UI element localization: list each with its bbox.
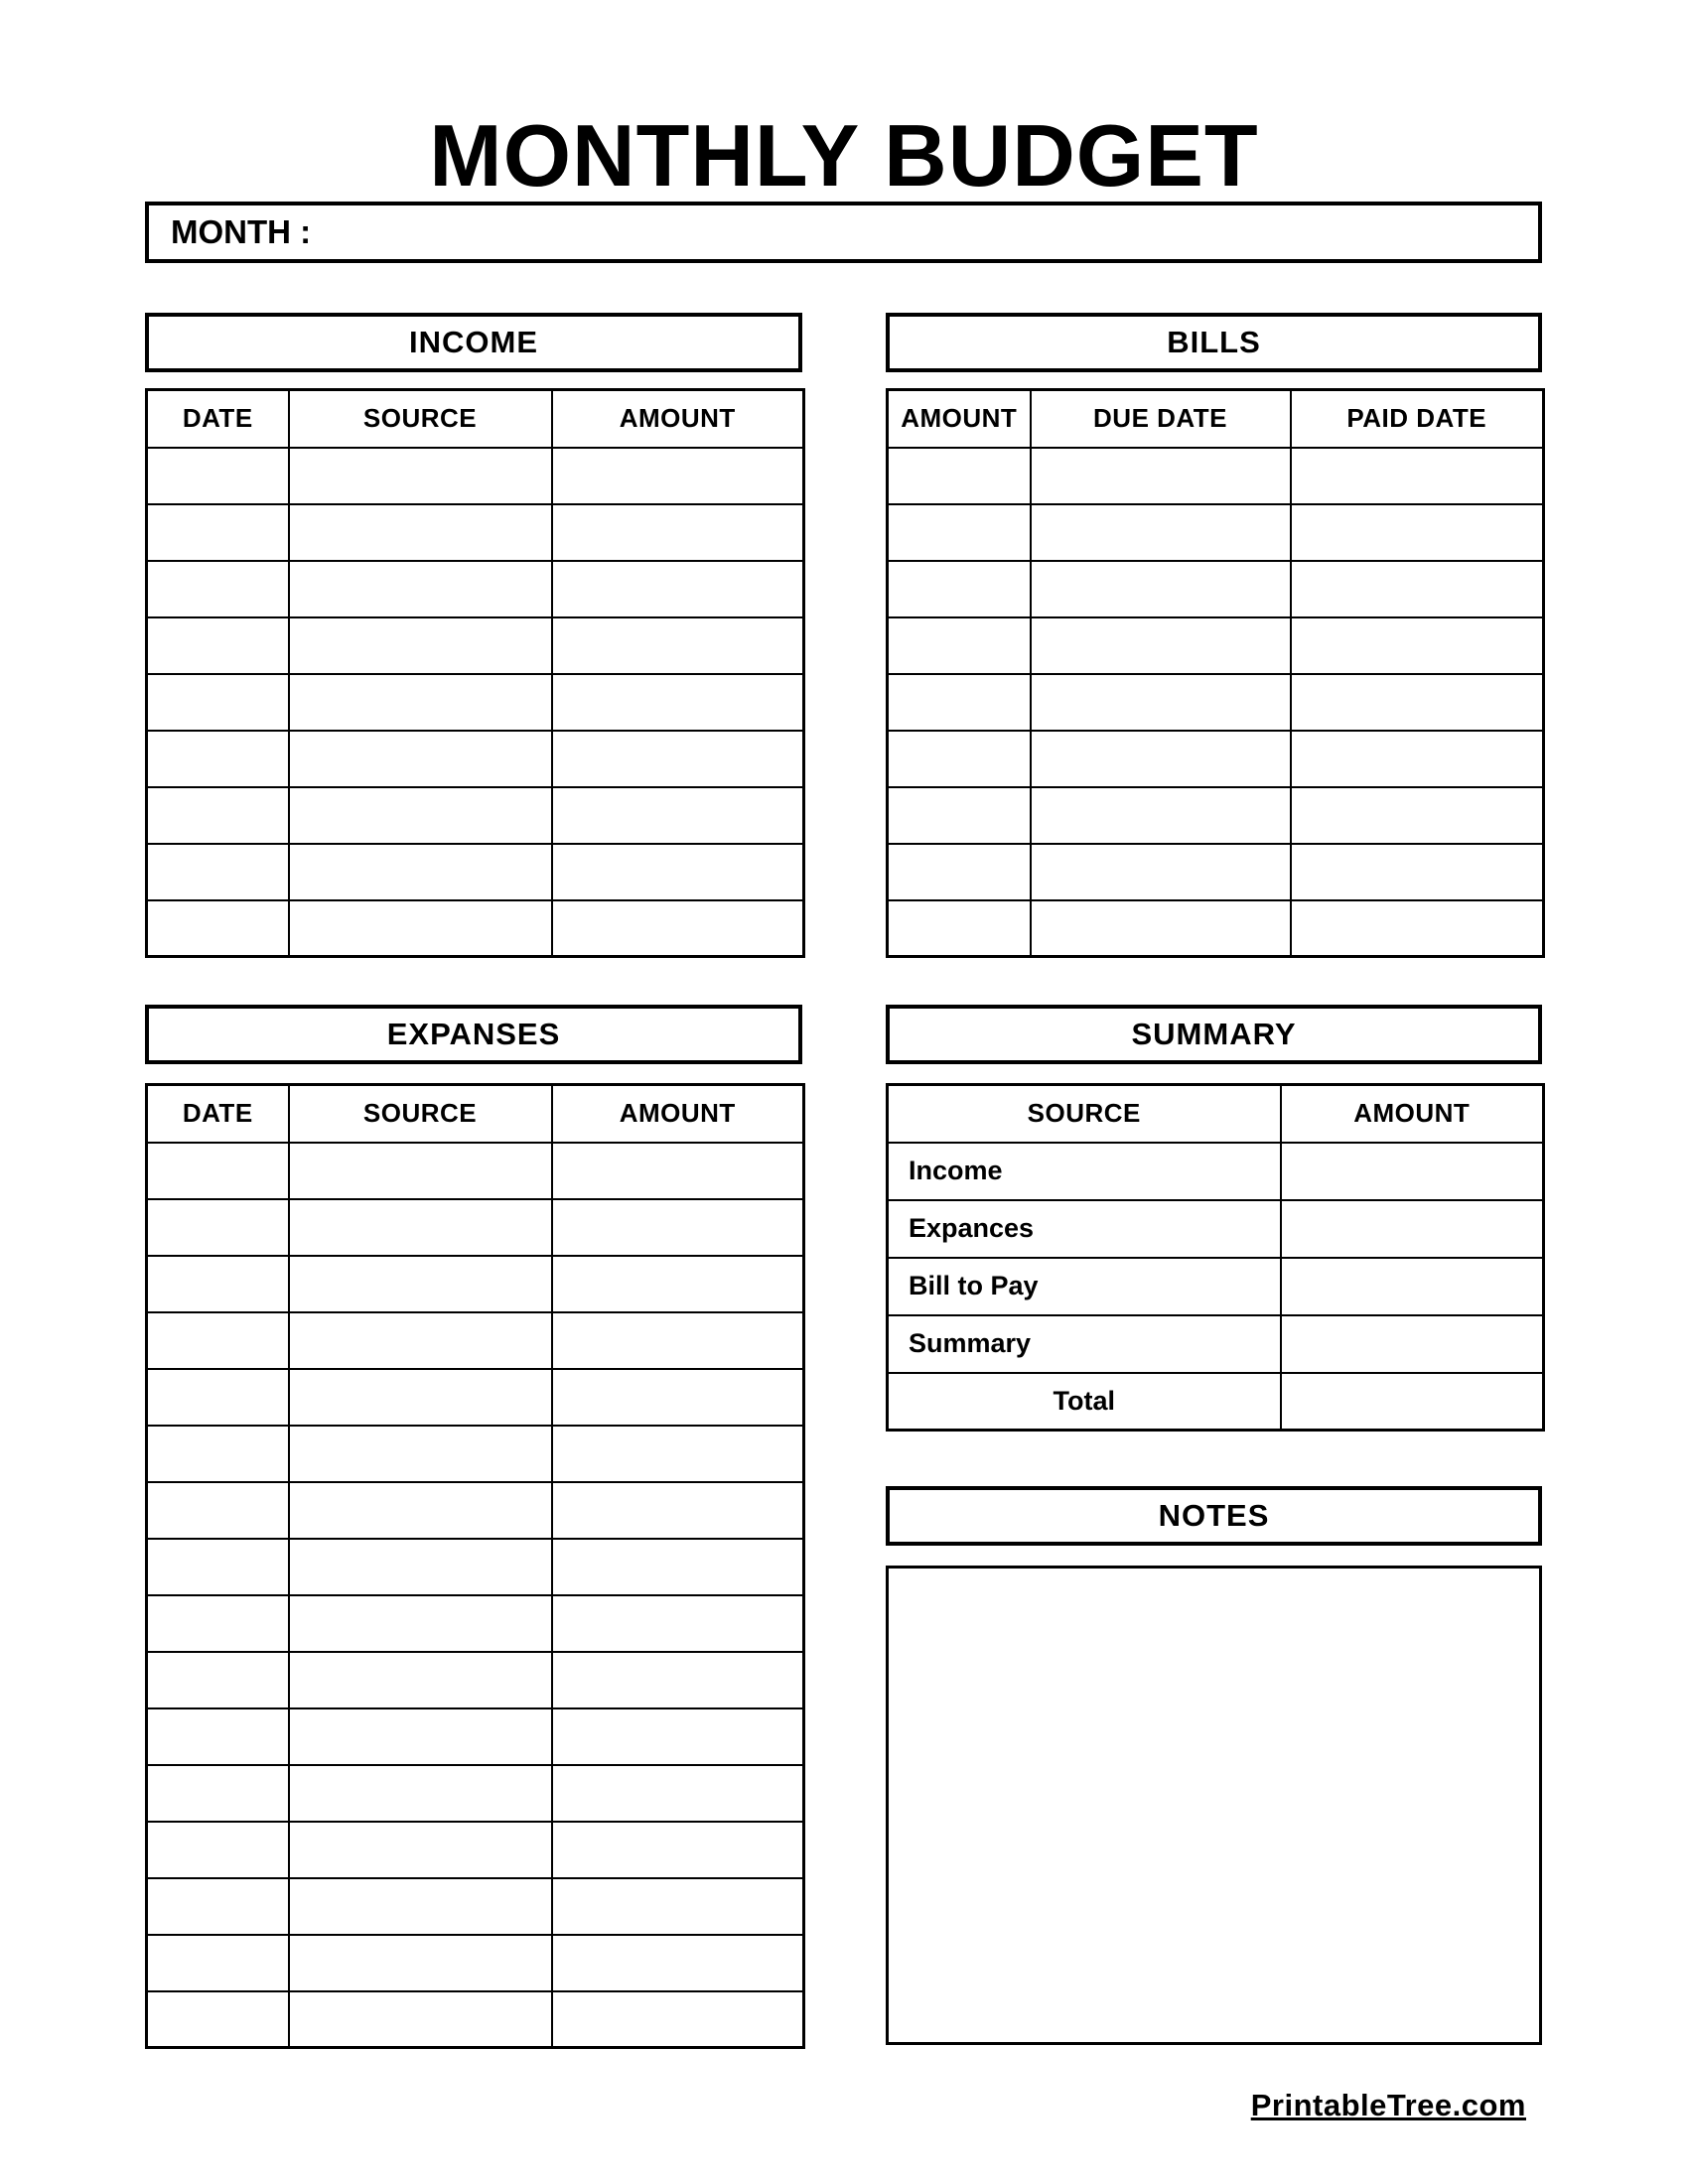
income-col-source: SOURCE [289, 390, 552, 448]
empty-cell [1031, 561, 1291, 617]
bills-col-amount: AMOUNT [888, 390, 1031, 448]
empty-cell [289, 561, 552, 617]
empty-cell [147, 1426, 289, 1482]
empty-cell [552, 504, 804, 561]
empty-cell [552, 1991, 804, 2048]
table-row [147, 1312, 804, 1369]
table-row [147, 1143, 804, 1199]
empty-cell [1291, 787, 1544, 844]
empty-cell [552, 1256, 804, 1312]
empty-cell [289, 1199, 552, 1256]
empty-cell [289, 1991, 552, 2048]
summary-table [886, 1083, 1545, 1432]
summary-label-bill-to-pay: Bill to Pay [888, 1258, 1281, 1315]
empty-cell [289, 674, 552, 731]
empty-cell [147, 1482, 289, 1539]
table-row [888, 617, 1544, 674]
empty-cell [289, 844, 552, 900]
empty-cell [552, 1708, 804, 1765]
empty-cell [289, 1595, 552, 1652]
empty-cell [552, 731, 804, 787]
table-row [147, 1539, 804, 1595]
empty-cell [289, 504, 552, 561]
summary-row-income [888, 1143, 1544, 1200]
empty-cell [147, 561, 289, 617]
bills-col-paid-date: PAID DATE [1291, 390, 1544, 448]
empty-cell [147, 900, 289, 957]
table-row [147, 1199, 804, 1256]
summary-section [886, 1005, 1542, 1432]
summary-label-summary: Summary [888, 1315, 1281, 1373]
table-row [147, 787, 804, 844]
empty-cell [552, 617, 804, 674]
table-row [147, 900, 804, 957]
table-row [888, 674, 1544, 731]
summary-section-title: SUMMARY [886, 1005, 1542, 1064]
summary-amount-total [1281, 1373, 1544, 1431]
table-row [147, 1708, 804, 1765]
empty-cell [888, 731, 1031, 787]
empty-cell [552, 1822, 804, 1878]
empty-cell [552, 1878, 804, 1935]
table-row [888, 561, 1544, 617]
table-row [888, 787, 1544, 844]
empty-cell [888, 900, 1031, 957]
empty-cell [147, 1991, 289, 2048]
empty-cell [1031, 900, 1291, 957]
empty-cell [552, 1652, 804, 1708]
table-row [147, 1482, 804, 1539]
income-section [145, 313, 802, 958]
empty-cell [552, 787, 804, 844]
footer-site-link[interactable]: PrintableTree.com [1250, 2088, 1526, 2122]
empty-cell [888, 617, 1031, 674]
table-row [147, 1369, 804, 1426]
bills-section-title: BILLS [886, 313, 1542, 372]
empty-cell [147, 504, 289, 561]
table-row [147, 504, 804, 561]
empty-cell [552, 448, 804, 504]
empty-cell [1031, 448, 1291, 504]
empty-cell [289, 617, 552, 674]
notes-section-title: NOTES [886, 1486, 1542, 1546]
empty-cell [1291, 844, 1544, 900]
bills-table [886, 388, 1545, 958]
empty-cell [147, 1199, 289, 1256]
table-row [147, 1991, 804, 2048]
expanses-col-date: DATE [147, 1085, 289, 1143]
empty-cell [1291, 900, 1544, 957]
empty-cell [289, 787, 552, 844]
empty-cell [147, 1708, 289, 1765]
empty-cell [147, 1878, 289, 1935]
summary-row-bill-to-pay [888, 1258, 1544, 1315]
empty-cell [1031, 617, 1291, 674]
empty-cell [147, 1935, 289, 1991]
empty-cell [552, 1369, 804, 1426]
empty-cell [289, 1935, 552, 1991]
expanses-section-title: EXPANSES [145, 1005, 802, 1064]
income-header-row [147, 390, 804, 448]
empty-cell [1031, 787, 1291, 844]
empty-cell [147, 1595, 289, 1652]
table-row [147, 1652, 804, 1708]
empty-cell [552, 1539, 804, 1595]
notes-area [886, 1566, 1542, 2045]
month-label: MONTH : [171, 213, 312, 250]
summary-row-total [888, 1373, 1544, 1431]
empty-cell [147, 787, 289, 844]
summary-amount-expances [1281, 1200, 1544, 1258]
summary-amount-bill-to-pay [1281, 1258, 1544, 1315]
empty-cell [1291, 561, 1544, 617]
empty-cell [888, 674, 1031, 731]
empty-cell [1291, 504, 1544, 561]
empty-cell [147, 1256, 289, 1312]
table-row [147, 561, 804, 617]
summary-col-amount: AMOUNT [1281, 1085, 1544, 1143]
table-row [147, 1765, 804, 1822]
table-row [888, 731, 1544, 787]
table-row [888, 448, 1544, 504]
empty-cell [552, 1143, 804, 1199]
empty-cell [552, 674, 804, 731]
empty-cell [1291, 674, 1544, 731]
empty-cell [888, 844, 1031, 900]
empty-cell [289, 1369, 552, 1426]
empty-cell [1291, 617, 1544, 674]
notes-section [886, 1486, 1542, 1546]
empty-cell [147, 1765, 289, 1822]
empty-cell [289, 1822, 552, 1878]
empty-cell [147, 1539, 289, 1595]
empty-cell [1291, 448, 1544, 504]
empty-cell [552, 1426, 804, 1482]
empty-cell [147, 617, 289, 674]
expanses-header-row [147, 1085, 804, 1143]
empty-cell [552, 1595, 804, 1652]
page-title: MONTHLY BUDGET [429, 106, 1259, 205]
empty-cell [1031, 731, 1291, 787]
empty-cell [289, 1878, 552, 1935]
empty-cell [1031, 504, 1291, 561]
empty-cell [147, 731, 289, 787]
empty-cell [1031, 844, 1291, 900]
empty-cell [289, 448, 552, 504]
table-row [147, 1935, 804, 1991]
summary-amount-summary [1281, 1315, 1544, 1373]
table-row [888, 504, 1544, 561]
empty-cell [888, 787, 1031, 844]
income-section-title: INCOME [145, 313, 802, 372]
empty-cell [552, 1199, 804, 1256]
empty-cell [289, 1426, 552, 1482]
empty-cell [289, 1256, 552, 1312]
table-row [147, 1595, 804, 1652]
table-row [147, 448, 804, 504]
empty-cell [289, 731, 552, 787]
empty-cell [552, 844, 804, 900]
table-row [888, 844, 1544, 900]
empty-cell [552, 900, 804, 957]
expanses-col-amount: AMOUNT [552, 1085, 804, 1143]
empty-cell [552, 1765, 804, 1822]
month-field [145, 202, 1542, 263]
table-row [147, 1426, 804, 1482]
empty-cell [552, 1312, 804, 1369]
empty-cell [289, 900, 552, 957]
summary-header-row [888, 1085, 1544, 1143]
summary-label-expances: Expances [888, 1200, 1281, 1258]
empty-cell [289, 1539, 552, 1595]
empty-cell [147, 1312, 289, 1369]
empty-cell [289, 1143, 552, 1199]
income-table [145, 388, 805, 958]
table-row [147, 1822, 804, 1878]
table-row [147, 731, 804, 787]
summary-amount-income [1281, 1143, 1544, 1200]
expanses-table [145, 1083, 805, 2049]
summary-row-expances [888, 1200, 1544, 1258]
summary-row-summary [888, 1315, 1544, 1373]
summary-label-total: Total [888, 1373, 1281, 1431]
expanses-section [145, 1005, 802, 2049]
income-col-amount: AMOUNT [552, 390, 804, 448]
income-col-date: DATE [147, 390, 289, 448]
empty-cell [888, 504, 1031, 561]
table-row [147, 1878, 804, 1935]
empty-cell [147, 1822, 289, 1878]
empty-cell [888, 448, 1031, 504]
summary-col-source: SOURCE [888, 1085, 1281, 1143]
empty-cell [1291, 731, 1544, 787]
empty-cell [289, 1765, 552, 1822]
empty-cell [289, 1708, 552, 1765]
expanses-col-source: SOURCE [289, 1085, 552, 1143]
table-row [147, 844, 804, 900]
empty-cell [147, 1143, 289, 1199]
empty-cell [147, 448, 289, 504]
empty-cell [552, 561, 804, 617]
empty-cell [289, 1312, 552, 1369]
empty-cell [289, 1652, 552, 1708]
table-row [888, 900, 1544, 957]
bills-header-row [888, 390, 1544, 448]
empty-cell [289, 1482, 552, 1539]
bills-section [886, 313, 1542, 958]
empty-cell [147, 1369, 289, 1426]
empty-cell [147, 674, 289, 731]
table-row [147, 674, 804, 731]
empty-cell [147, 1652, 289, 1708]
table-row [147, 1256, 804, 1312]
summary-label-income: Income [888, 1143, 1281, 1200]
table-row [147, 617, 804, 674]
empty-cell [552, 1935, 804, 1991]
empty-cell [147, 844, 289, 900]
bills-col-due-date: DUE DATE [1031, 390, 1291, 448]
empty-cell [1031, 674, 1291, 731]
empty-cell [552, 1482, 804, 1539]
empty-cell [888, 561, 1031, 617]
